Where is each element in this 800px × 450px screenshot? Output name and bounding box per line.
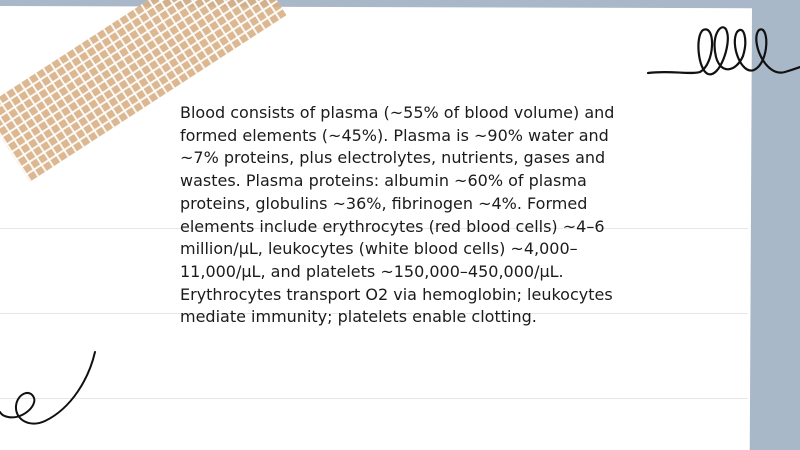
loop-scribble-icon	[640, 12, 800, 92]
note-body-text: Blood consists of plasma (~55% of blood volume) and formed elements (~45%). Plasma is ~90% water and ~7% proteins, plus electrolytes, nutrients, gases and wastes. Plasma proteins: albumin ~60% of plasma proteins, globulins ~36%, fibrinogen ~4%. Formed elements include erythrocytes (red blood cells) ~4–6 million/μL, leukocytes (white blood cells) ~4,000–11,000/μL, and platelets ~150,000–450,000/μL. Erythrocytes transport O2 via hemoglobin; leukocytes mediate immunity; platelets enable clotting.	[180, 103, 615, 327]
paper-rule-line	[0, 398, 748, 399]
swirl-doodle-icon	[0, 348, 110, 438]
